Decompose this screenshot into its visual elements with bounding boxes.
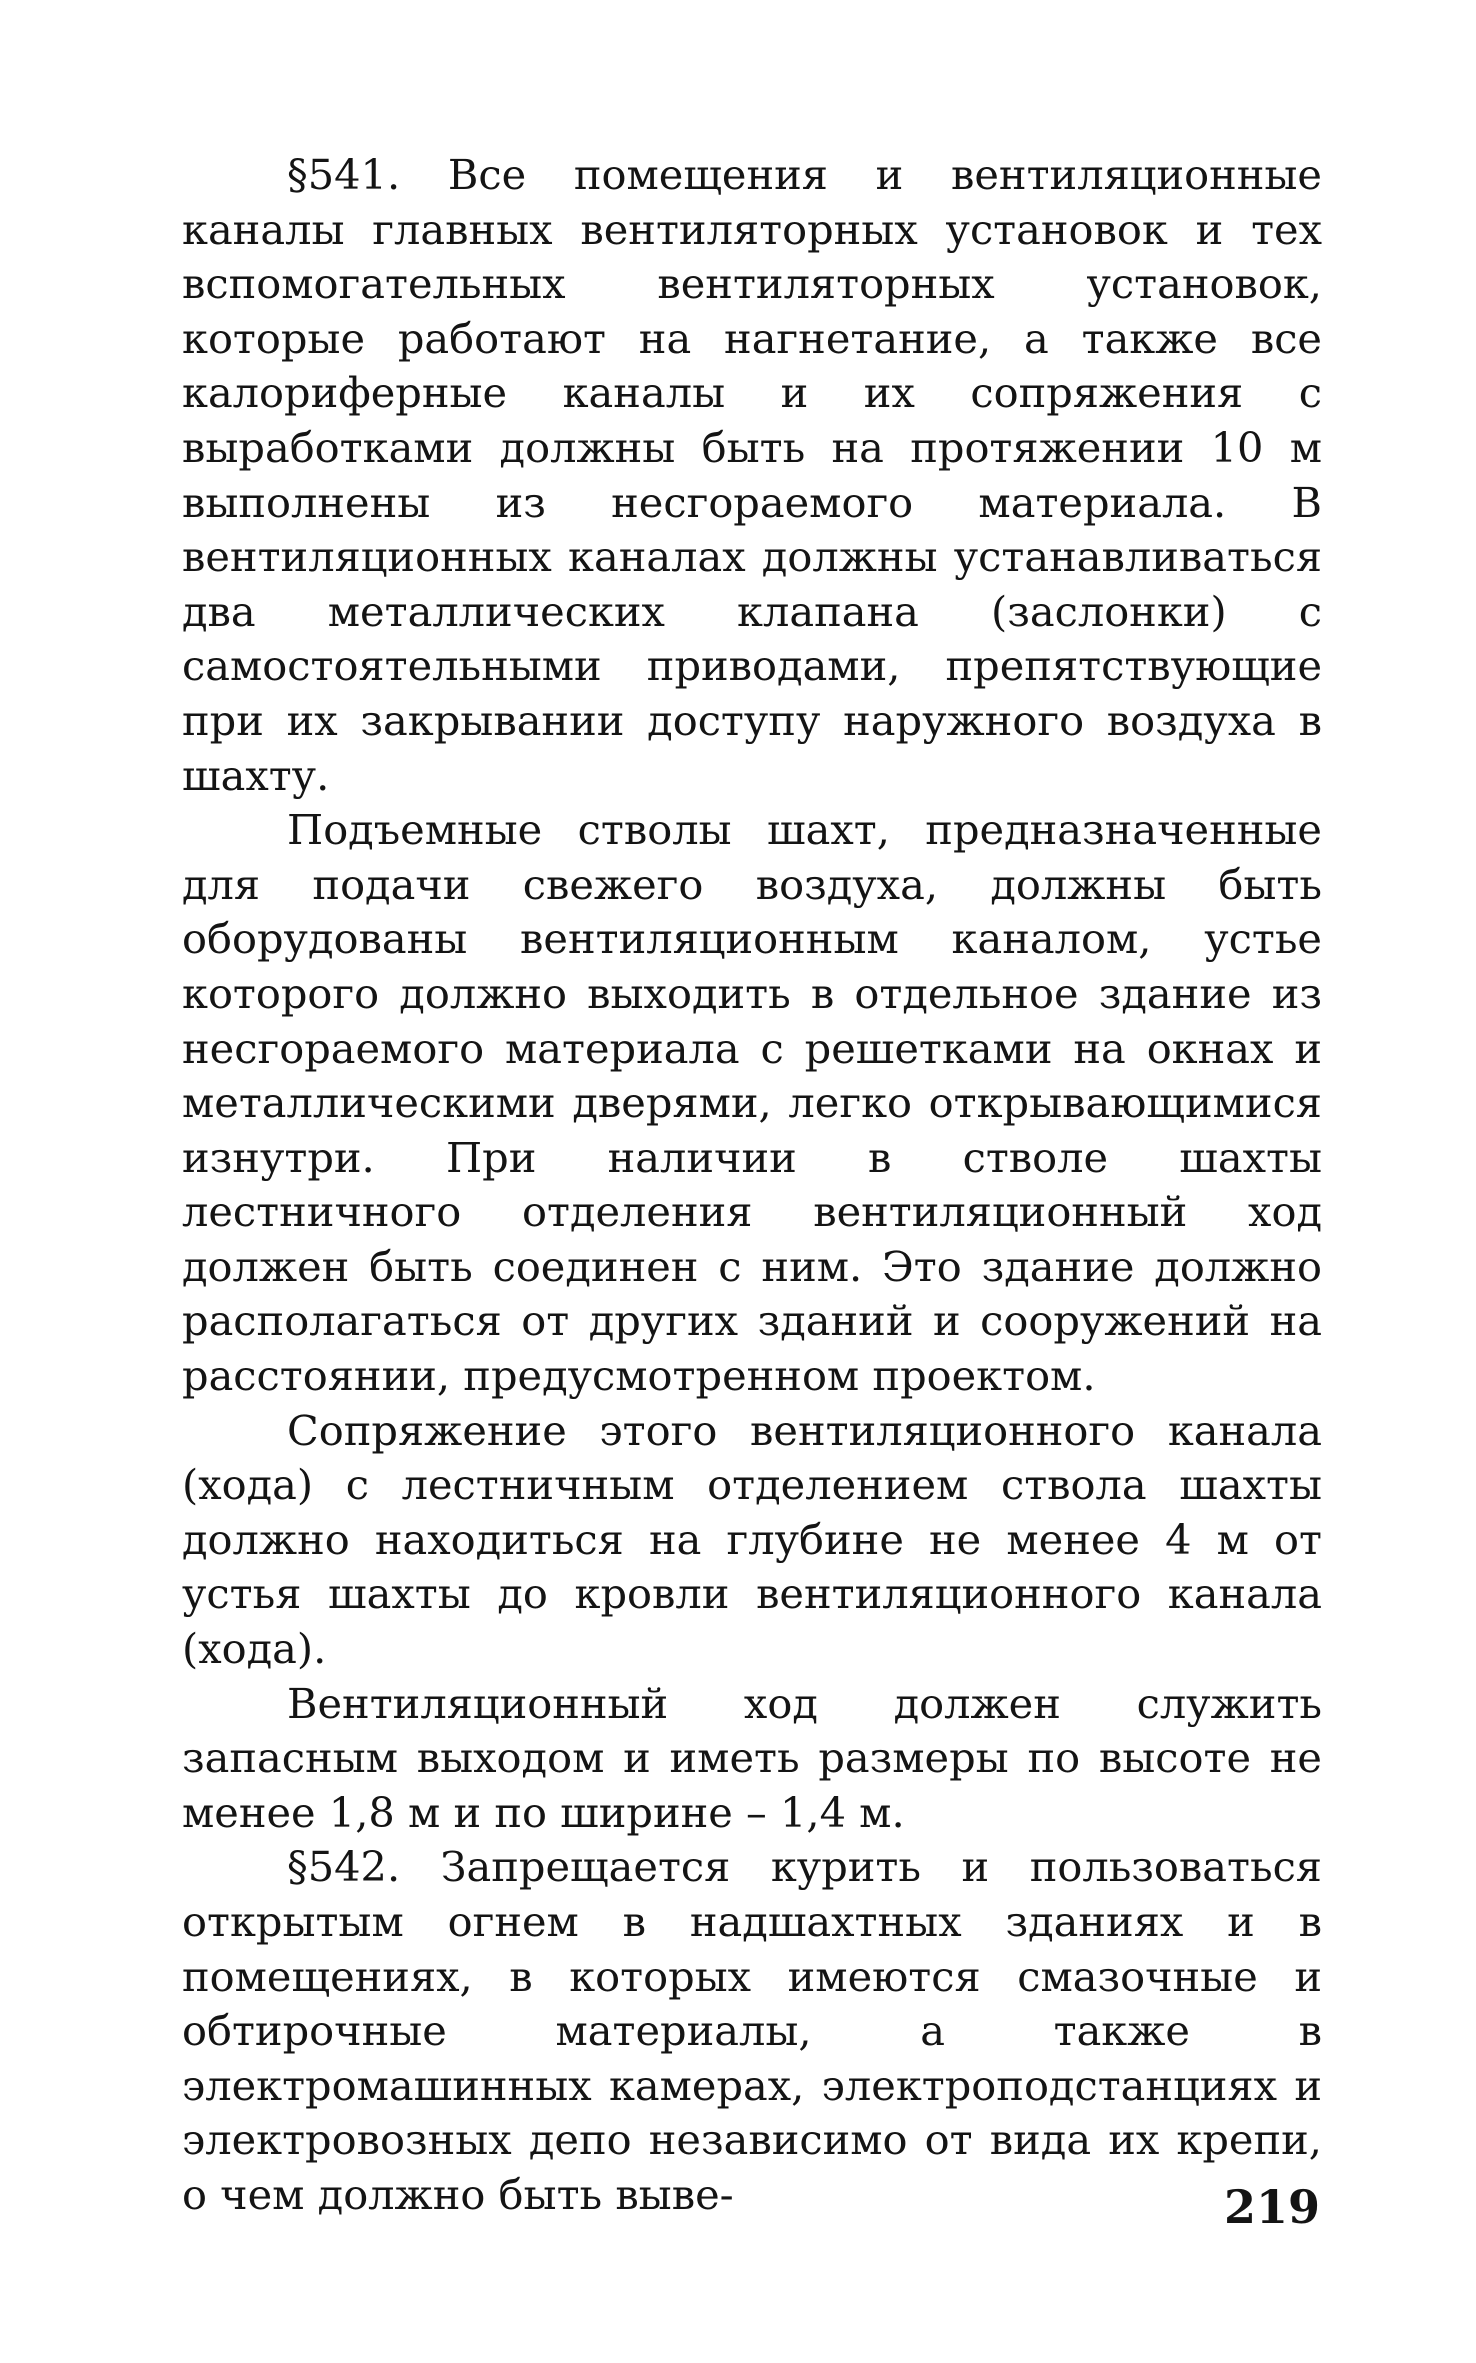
paragraph-channel-junction: Сопряжение этого вентиляционного канала (хода) с лестничным отделением ствола шахты должно находиться на глубине не менее 4 м от устья шахты до кровли вентиляционного канала (хода). [182, 1405, 1322, 1674]
paragraph-emergency-exit: Вентиляционный ход должен служить запасным выходом и иметь размеры по высоте не менее 1,8 м и по ширине – 1,4 м. [182, 1678, 1322, 1837]
paragraph-shaft-ventilation: Подъемные стволы шахт, предназначенные для подачи свежего воздуха, должны быть оборудованы вентиляционным каналом, устье которого должно выходить в отдельное здание из несгораемого материала с решетками на окнах и металлическими дверями, легко открывающимися изнутри. При наличии в стволе шахты лестничного отделения вентиляционный ход должен быть соединен с ним. Это здание должно располагаться от других зданий и сооружений на расстоянии, предусмотренном проектом. [182, 805, 1322, 1401]
paragraph-541: §541. Все помещения и вентиляционные каналы главных вентиляторных установок и тех вспомогательных вентиляторных установок, которые работают на нагнетание, а также все калориферные каналы и их сопряжения с выработками должны быть на протяжении 10 м выполнены из несгораемого материала. В вентиляционных каналах должны устанавливаться два металлических клапана (заслонки) с самостоятельными приводами, препятствующие при их закрывании доступу наружного воздуха в шахту. [182, 150, 1322, 800]
paragraph-542: §542. Запрещается курить и пользоваться открытым огнем в надшахтных зданиях и в помещениях, в которых имеются смазочные и обтирочные материалы, а также в электромашинных камерах, электроподстанциях и электровозных депо независимо от вида их крепи, о чем должно быть выве- [182, 1842, 1322, 2219]
page-number: 219 [1223, 2180, 1320, 2234]
body-text [182, 148, 1322, 2223]
